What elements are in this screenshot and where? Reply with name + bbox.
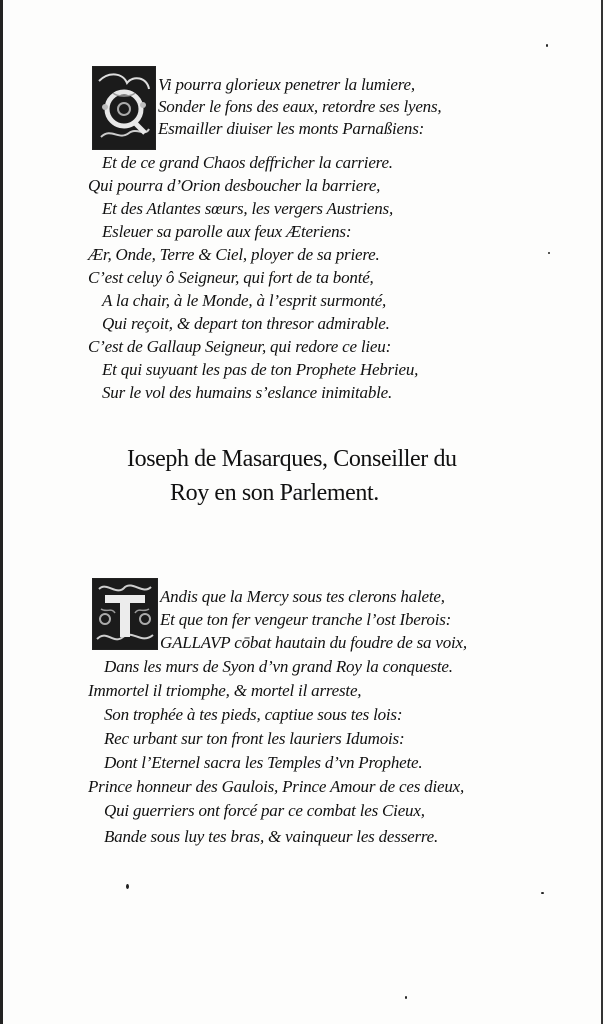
poem-one-line-11: Qui reçoit, & depart ton thresor admirable. <box>102 314 390 333</box>
poem-two-line-11: Bande sous luy tes bras, & vainqueur les desserre. <box>104 827 439 846</box>
poem-one-line-10: A la chair, à le Monde, à l’esprit surmonté, <box>102 291 387 310</box>
poem-two-line-4: Dans les murs de Syon d’vn grand Roy la conqueste. <box>104 657 453 676</box>
poem-one-line-4: Et de ce grand Chaos deffricher la carriere. <box>102 153 393 172</box>
poem-two-line-3: GALLAVP cōbat hautain du foudre de sa voix, <box>160 633 467 652</box>
poem-one-line-7: Esleuer sa parolle aux feux Æteriens: <box>102 222 352 241</box>
poem-two-line-1: Andis que la Mercy sous tes clerons halete, <box>160 587 445 606</box>
poem-one-line-8: Ær, Onde, Terre & Ciel, ployer de sa priere. <box>88 245 380 264</box>
ink-speck <box>405 996 407 999</box>
poem-one-line-1: Vi pourra glorieux penetrer la lumiere, <box>158 75 415 94</box>
poem-one-line-6: Et des Atlantes sœurs, les vergers Austriens, <box>102 199 394 218</box>
poem-two-line-2: Et que ton fer vengeur tranche l’ost Iberois: <box>160 610 452 629</box>
poem-two-line-8: Dont l’Eternel sacra les Temples d’vn Prophete. <box>104 753 423 772</box>
poem-two-line-10: Qui guerriers ont forcé par ce combat les Cieux, <box>104 801 425 820</box>
poem-two-line-7: Rec urbant sur ton front les lauriers Idumois: <box>104 729 405 748</box>
poem-one-line-13: Et qui suyuant les pas de ton Prophete Hebrieu, <box>102 360 419 379</box>
poem-two-line-5: Immortel il triomphe, & mortel il arreste, <box>88 681 362 700</box>
ink-speck <box>546 44 548 47</box>
dropcap-q-ornament <box>93 67 155 149</box>
ornamental-dropcap-q <box>92 66 156 150</box>
poem-one-line-2: Sonder le fons des eaux, retordre ses lyens, <box>158 97 442 116</box>
page-edge-left <box>0 0 3 1024</box>
dropcap-t-ornament <box>93 579 157 649</box>
poem-two-line-6: Son trophée à tes pieds, captiue sous tes lois: <box>104 705 403 724</box>
ink-speck <box>541 892 544 894</box>
ink-speck <box>126 884 129 889</box>
poem-one-line-14: Sur le vol des humains s’eslance inimitable. <box>102 383 393 402</box>
author-heading-line-2: Roy en son Parlement. <box>170 480 379 506</box>
ornamental-dropcap-t <box>92 578 158 650</box>
ink-speck <box>548 252 550 254</box>
poem-one-line-5: Qui pourra d’Orion desboucher la barriere, <box>88 176 381 195</box>
poem-one-line-3: Esmailler diuiser les monts Parnaßiens: <box>158 119 425 138</box>
page-edge-right <box>601 0 603 1024</box>
poem-two-line-9: Prince honneur des Gaulois, Prince Amour de ces dieux, <box>88 777 465 796</box>
author-heading-line-1: Ioseph de Masarques, Conseiller du <box>127 446 457 472</box>
poem-one-line-12: C’est de Gallaup Seigneur, qui redore ce lieu: <box>88 337 392 356</box>
poem-one-line-9: C’est celuy ô Seigneur, qui fort de ta bonté, <box>88 268 374 287</box>
